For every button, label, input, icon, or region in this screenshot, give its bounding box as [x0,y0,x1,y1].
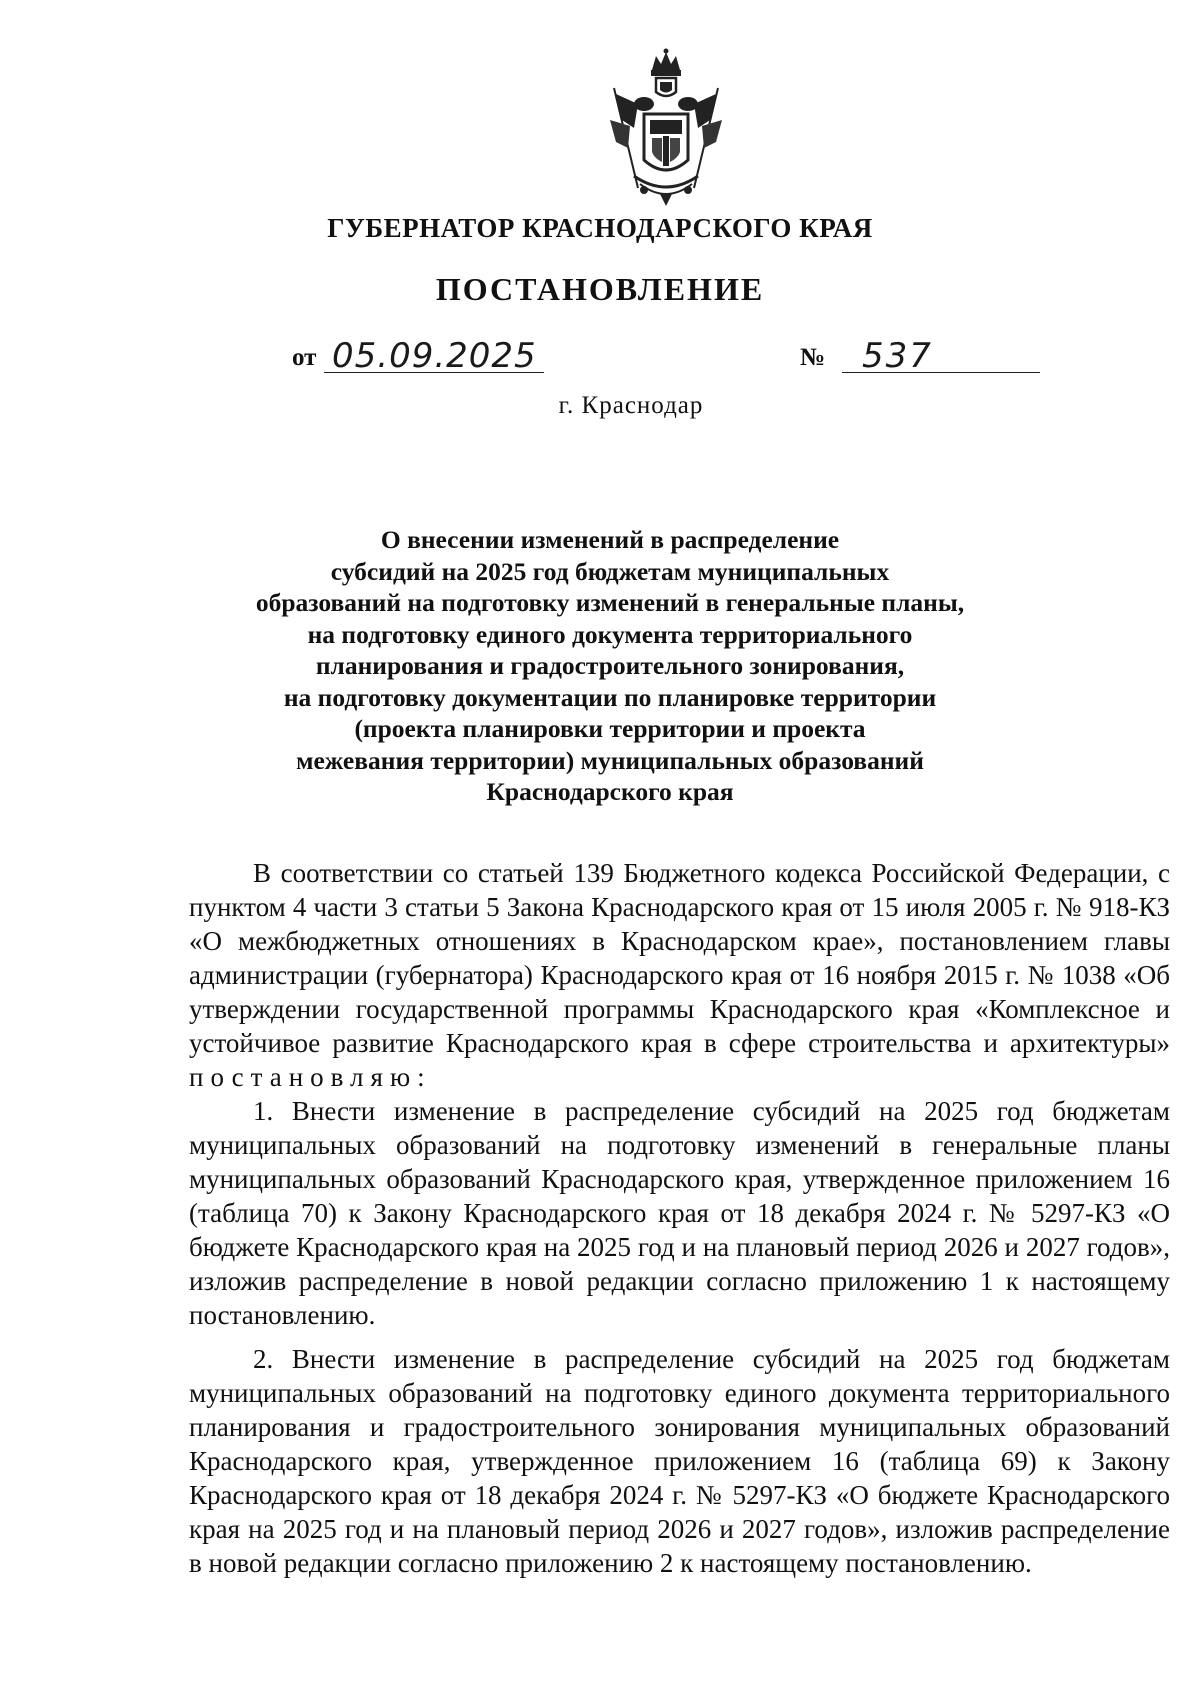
krasnodar-coat-of-arms-icon [604,48,728,208]
date-number-row [0,334,1200,384]
title-line: О внесении изменений в распределение [380,525,840,554]
title-line: межевания территории) муниципальных образований [296,745,924,775]
resolve-word: постановляю: [189,1062,432,1092]
handwritten-date: 05.09.2025 [332,336,537,376]
body-text [189,856,1170,1580]
title-line: (проекта планировки территории и проекта [354,714,866,743]
authority-title: ГУБЕРНАТОР КРАСНОДАРСКОГО КРАЯ [327,213,873,243]
date-underline [324,372,544,373]
item-1-paragraph: 1. Внести изменение в распределение субсидий на 2025 год бюджетам муниципальных образований на подготовку изменений в генеральные планы муниципальных образований Краснодарского края, утвержденное приложением 16 (таблица 70) к Закону Краснодарского края от 18 декабря 2024 г. № 5297-КЗ «О бюджете Краснодарского края на 2025 год и на плановый период 2026 и 2027 годов», изложив распределение в новой редакции согласно приложению 1 к настоящему постановлению. [189,1096,1170,1330]
handwritten-number: 537 [862,336,933,376]
title-line: планирования и градостроительного зонирования, [315,651,905,680]
preamble-paragraph [189,856,1170,1094]
document-type-title: ПОСТАНОВЛЕНИЕ [435,271,765,307]
title-line: на подготовку документации по планировке территории [283,682,937,712]
number-underline [842,372,1040,373]
title-line: образований на подготовку изменений в генеральные планы, [255,588,965,617]
preamble-text: В соответствии со статьей 139 Бюджетного кодекса Российской Федерации, с пунктом 4 части 3 статьи 5 Закона Краснодарского края от 15 июля 2005 г. № 918-КЗ «О межбюджетных отношениях в Краснодарском крае», постановлением главы администрации (губернатора) Краснодарского края от 16 ноября 2015 г. № 1038 «Об утверждении государственной программы Краснодарского края «Комплексное и устойчивое развитие Краснодарского края в сфере строительства и архитектуры» [189,858,1170,1058]
number-prefix: № [800,344,826,371]
date-prefix: от [292,344,317,371]
item-2-paragraph: 2. Внести изменение в распределение субсидий на 2025 год бюджетам муниципальных образований на подготовку единого документа территориального планирования и градостроительного зонирования муниципальных образований Краснодарского края, утвержденное приложением 16 (таблица 69) к Закону Краснодарского края от 18 декабря 2024 г. № 5297-КЗ «О бюджете Краснодарского края на 2025 год и на плановый период 2026 и 2027 годов», изложив распределение в новой редакции согласно приложению 2 к настоящему постановлению. [189,1344,1170,1578]
resolution-title [250,524,970,808]
title-line: на подготовку единого документа территориального [307,619,913,649]
city-line: г. Краснодар [558,392,704,419]
title-line: субсидий на 2025 год бюджетам муниципальных [330,556,890,586]
title-line: Краснодарского края [486,777,734,806]
